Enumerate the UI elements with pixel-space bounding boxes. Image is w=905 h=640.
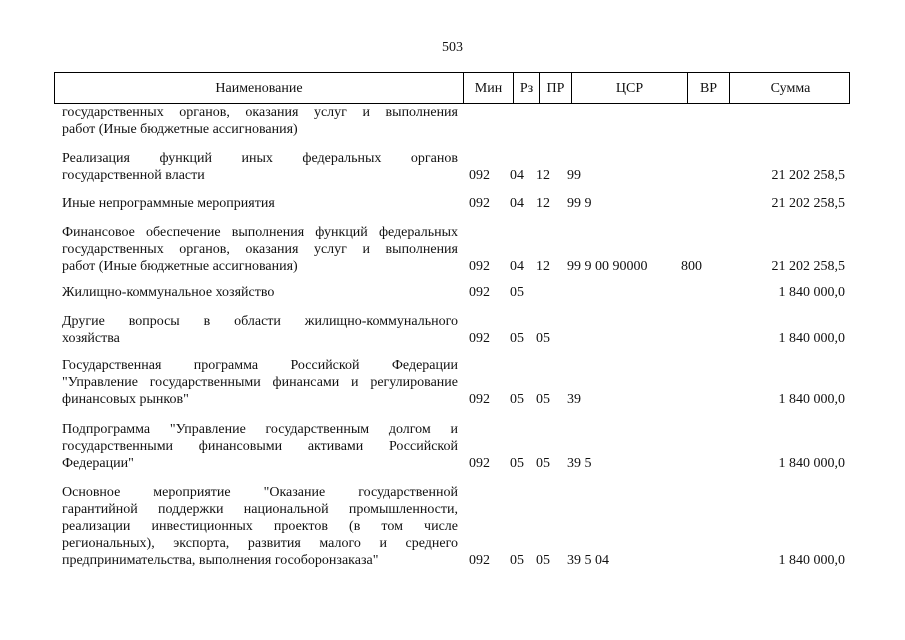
row-min: 092: [469, 285, 490, 300]
row-rz: 05: [510, 456, 524, 471]
row-name-line: государственных органов, оказания услуг и выполнения: [62, 105, 458, 120]
row-name: [62, 104, 458, 138]
row-rz: 04: [510, 196, 524, 211]
row-pr: 12: [536, 259, 550, 274]
header-sum: Сумма: [770, 81, 811, 96]
row-name-line: Финансовое обеспечение выполнения функций федеральных: [62, 225, 458, 240]
row-name-line: работ (Иные бюджетные ассигнования): [62, 122, 298, 137]
header-csr: ЦСР: [572, 73, 688, 103]
row-name-line: гарантийной поддержки национальной промышленности,: [62, 502, 458, 517]
row-csr: 99 9 00 90000: [567, 259, 648, 274]
header-name: Наименование: [55, 73, 464, 103]
header-rz: Рз: [514, 73, 540, 103]
header-vr: ВР: [688, 73, 730, 103]
row-name-line: Реализация функций иных федеральных органов: [62, 151, 458, 166]
row-rz: 04: [510, 168, 524, 183]
row-min: 092: [469, 168, 490, 183]
row-name-line: Иные непрограммные мероприятия: [62, 196, 275, 211]
row-pr: 05: [536, 553, 550, 568]
row-name-line: государственной власти: [62, 168, 205, 183]
row-name: [62, 195, 458, 212]
row-sum: 1 840 000,0: [778, 285, 845, 300]
row-name-line: Другие вопросы в области жилищно-коммунального: [62, 314, 458, 329]
row-pr: 05: [536, 456, 550, 471]
row-pr: 05: [536, 392, 550, 407]
row-sum: 1 840 000,0: [778, 331, 845, 346]
row-min: 092: [469, 259, 490, 274]
row-sum: 21 202 258,5: [771, 259, 845, 274]
row-name: [62, 357, 458, 408]
header-pr: ПР: [540, 73, 572, 103]
row-name: [62, 313, 458, 347]
row-name-line: Федерации": [62, 456, 134, 471]
row-rz: 05: [510, 285, 524, 300]
row-sum: 1 840 000,0: [778, 392, 845, 407]
row-pr: 05: [536, 331, 550, 346]
row-name: [62, 484, 458, 569]
row-csr: 39: [567, 392, 581, 407]
row-sum: 1 840 000,0: [778, 456, 845, 471]
row-name-line: предпринимательства, выполнения гособоронзаказа": [62, 553, 379, 568]
row-name-line: финансовых рынков": [62, 392, 189, 407]
row-name-line: Государственная программа Российской Федерации: [62, 358, 458, 373]
row-name-line: Жилищно-коммунальное хозяйство: [62, 285, 275, 300]
row-sum: 21 202 258,5: [771, 196, 845, 211]
table-header: [54, 72, 850, 104]
row-name-line: хозяйства: [62, 331, 120, 346]
row-name-line: государственными финансовыми активами Российской: [62, 439, 458, 454]
row-min: 092: [469, 331, 490, 346]
header-min: Мин: [464, 73, 514, 103]
row-name: [62, 284, 458, 301]
row-rz: 05: [510, 392, 524, 407]
row-min: 092: [469, 392, 490, 407]
row-name: [62, 224, 458, 275]
row-rz: 05: [510, 553, 524, 568]
row-name-line: Основное мероприятие "Оказание государственной: [62, 485, 458, 500]
row-pr: 12: [536, 168, 550, 183]
row-sum: 21 202 258,5: [771, 168, 845, 183]
row-pr: 12: [536, 196, 550, 211]
row-rz: 04: [510, 259, 524, 274]
row-vr: 800: [681, 259, 702, 274]
row-min: 092: [469, 456, 490, 471]
row-sum: 1 840 000,0: [778, 553, 845, 568]
row-name-line: "Управление государственными финансами и регулирование: [62, 375, 458, 390]
row-name-line: государственных органов, оказания услуг и выполнения: [62, 242, 458, 257]
row-csr: 39 5: [567, 456, 592, 471]
row-name-line: региональных), экспорта, развития малого и среднего: [62, 536, 458, 551]
row-name-line: Подпрограмма "Управление государственным долгом и: [62, 422, 458, 437]
row-csr: 39 5 04: [567, 553, 609, 568]
row-rz: 05: [510, 331, 524, 346]
row-name-line: работ (Иные бюджетные ассигнования): [62, 259, 298, 274]
row-min: 092: [469, 196, 490, 211]
row-name: [62, 421, 458, 472]
row-name: [62, 150, 458, 184]
row-csr: 99 9: [567, 196, 592, 211]
row-name-line: реализации инвестиционных проектов (в том числе: [62, 519, 458, 534]
page-number: 503: [442, 40, 463, 55]
row-csr: 99: [567, 168, 581, 183]
row-min: 092: [469, 553, 490, 568]
